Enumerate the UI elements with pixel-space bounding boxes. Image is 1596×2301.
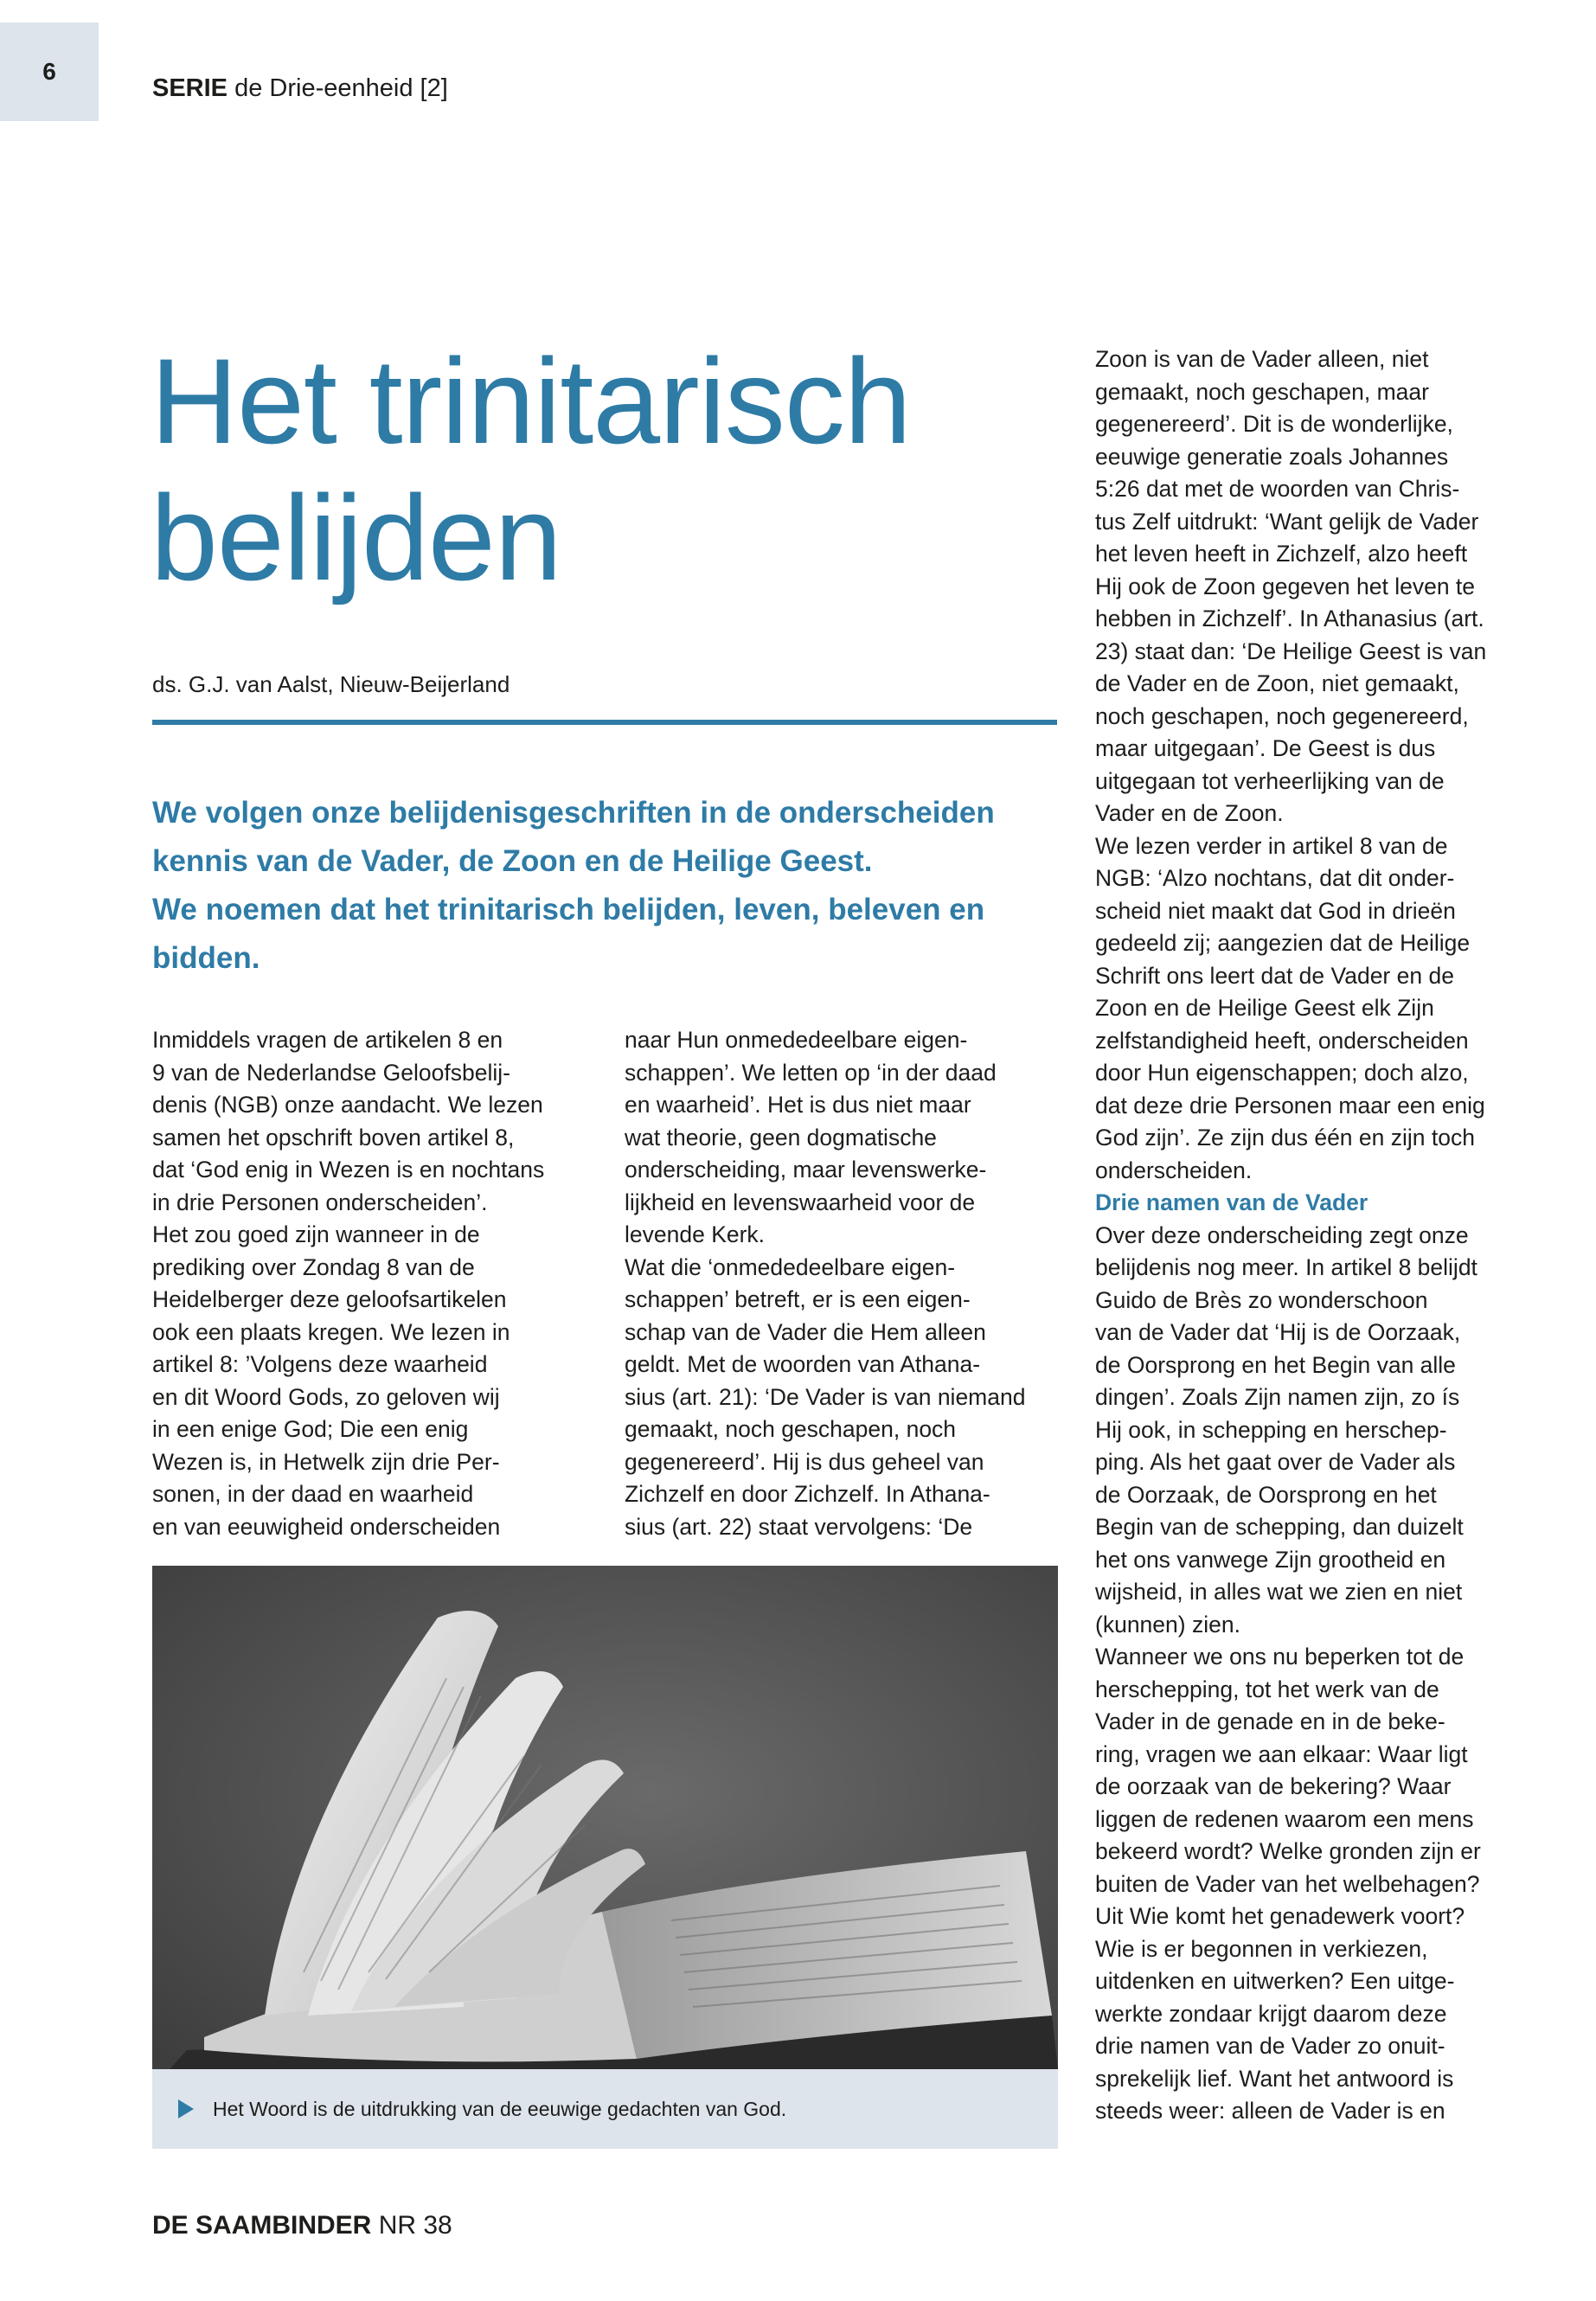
author-byline: ds. G.J. van Aalst, Nieuw-Beijerland <box>152 671 510 697</box>
open-bible-photo <box>152 1566 1058 2069</box>
magazine-name: DE SAAMBINDER <box>152 2211 372 2240</box>
body-column-2 <box>625 1024 1066 1543</box>
article-title-line-2: belijden <box>151 470 561 606</box>
body-paragraph: Wat die ‘onmededeelbare eigen- schappen’ betreft, er is een eigen- schap van de Vader die Hem alleen geldt. Met de woorden van Athana- sius (art. 21): ‘De Vader is van niemand gemaakt, noch geschapen, noch gegenereerd’. Hij is dus geheel van Zichzelf en door Zichzelf. In Athana- sius (art. 22) staat vervolgens: ‘De <box>625 1253 1026 1540</box>
caption-text: Het Woord is de uitdrukking van de eeuwige gedachten van God. <box>213 2097 787 2120</box>
page-footer <box>152 2211 452 2240</box>
article-lead <box>152 789 1057 983</box>
caption-arrow-icon <box>178 2099 194 2118</box>
body-paragraph: Wanneer we ons nu beperken tot de herschepping, tot het werk van de Vader in de genade en in de beke- ring, vragen we aan elkaar: Waar ligt de oorzaak van de bekering? Waar liggen de redenen waarom een mens bekeerd wordt? Welke gronden zijn er buiten de Vader van het welbehagen? Uit Wie komt het genadewerk voort? Wie is er begonnen in verkiezen, uitdenken en uitwerken? Een uitge- werkte zondaar krijgt daarom deze drie namen van de Vader zo onuit- sprekelijk lief. Want het antwoord is steeds weer: alleen de Vader is en <box>1095 1644 1481 2124</box>
lead-paragraph-2: We noemen dat het trinitarisch belijden, leven, beleven en bidden. <box>152 893 985 975</box>
series-header <box>152 74 448 103</box>
article-title <box>151 333 1067 606</box>
article-title-line-1: Het trinitarisch <box>151 333 911 469</box>
body-column-3 <box>1095 343 1545 2128</box>
body-paragraph: We lezen verder in artikel 8 van de NGB: ‘Alzo nochtans, dat dit onder- scheid niet maakt dat God in drieën gedeeld zij; aangezien dat de Heilige Schrift ons leert dat de Vader en de Zoon en de Heilige Geest elk Zijn zelfstandigheid heeft, onderscheiden door Hun eigenschappen; doch alzo, dat deze drie Personen maar een enig God zijn’. Ze zijn dus één en zijn toch onderscheiden. <box>1095 832 1485 1183</box>
photo-caption <box>152 2069 1058 2149</box>
body-paragraph: Het zou goed zijn wanneer in de prediking over Zondag 8 van de Heidelberger deze geloofsartikelen ook een plaats kregen. We lezen in artikel 8: ’Volgens deze waarheid en dit Woord Gods, zo geloven wij in een enige God; Die een enig Wezen is, in Hetwelk zijn drie Per- sonen, in der daad en waarheid en van eeuwigheid onderscheiden <box>152 1221 510 1540</box>
body-paragraph: Inmiddels vragen de artikelen 8 en 9 van de Nederlandse Geloofsbelij- denis (NGB) onze aandacht. We lezen samen het opschrift boven artikel 8, dat ‘God enig in Wezen is en nochtans in drie Personen onderscheiden’. <box>152 1027 545 1215</box>
lead-paragraph-1: We volgen onze belijdenisgeschriften in de onderscheiden kennis van de Vader, de Zoon en de Heilige Geest. <box>152 796 995 878</box>
title-divider <box>152 720 1057 725</box>
series-title: de Drie-eenheid [2] <box>234 74 448 102</box>
series-label: SERIE <box>152 74 228 102</box>
body-paragraph: naar Hun onmededeelbare eigen- schappen’. We letten op ‘in der daad en waarheid’. Het is dus niet maar wat theorie, geen dogmatische onderscheiding, maar levenswerke- lijkheid en levenswaarheid voor de levende Kerk. <box>625 1027 997 1247</box>
body-column-1 <box>152 1024 602 1543</box>
page-number: 6 <box>0 22 99 121</box>
issue-number: NR 38 <box>378 2211 452 2240</box>
body-paragraph: Zoon is van de Vader alleen, niet gemaakt, noch geschapen, maar gegenereerd’. Dit is de wonderlijke, eeuwige generatie zoals Johannes 5:26 dat met de woorden van Chris- tus Zelf uitdrukt: ‘Want gelijk de Vader het leven heeft in Zichzelf, alzo heeft Hij ook de Zoon gegeven het leven te hebben in Zichzelf’. In Athanasius (art. 23) staat dan: ‘De Heilige Geest is van de Vader en de Zoon, niet gemaakt, noch geschapen, noch gegenereerd, maar uitgegaan’. De Geest is dus uitgegaan tot verheerlijking van de Vader en de Zoon. <box>1095 346 1487 826</box>
section-subheading: Drie namen van de Vader <box>1095 1189 1368 1215</box>
body-paragraph: Over deze onderscheiding zegt onze belijdenis nog meer. In artikel 8 belijdt Guido de Brès zo wonderschoon van de Vader dat ‘Hij is de Oorzaak, de Oorsprong en het Begin van alle dingen’. Zoals Zijn namen zijn, zo ís Hij ook, in schepping en herschep- ping. Als het gaat over de Vader als de Oorzaak, de Oorsprong en het Begin van de schepping, dan duizelt het ons vanwege Zijn grootheid en wijsheid, in alles wat we zien en niet (kunnen) zien. <box>1095 1221 1477 1638</box>
open-bible-illustration <box>152 1566 1058 2069</box>
